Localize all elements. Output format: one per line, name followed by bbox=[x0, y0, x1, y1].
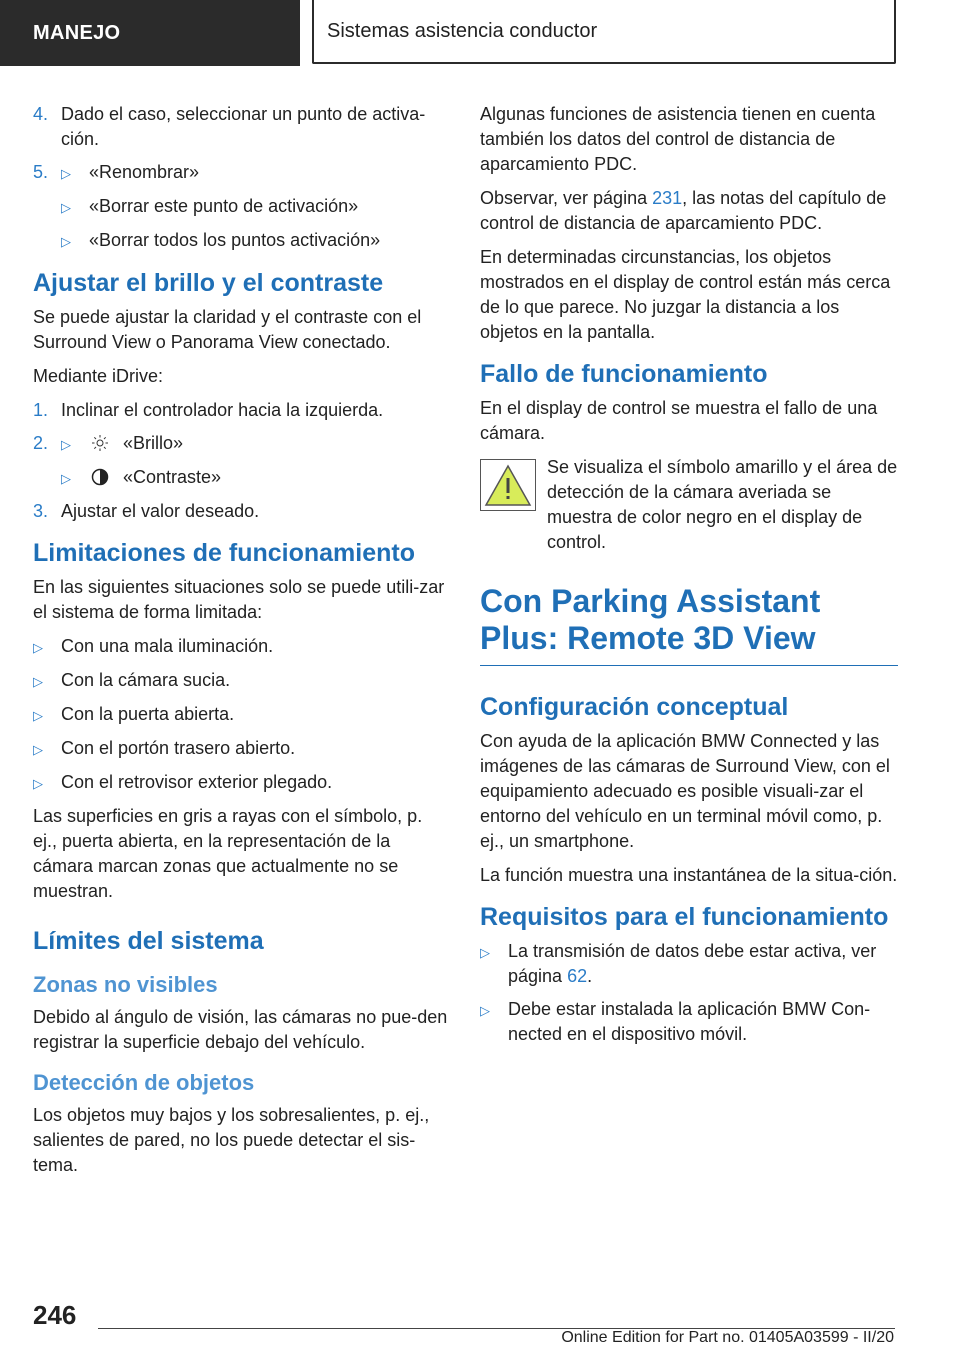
page-link[interactable]: 231 bbox=[652, 188, 683, 208]
triangle-bullet-icon: ▷ bbox=[33, 674, 43, 689]
list-item bbox=[480, 939, 898, 989]
heading-requisitos: Requisitos para el funcionamiento bbox=[480, 903, 889, 931]
paragraph: En determinadas circunstancias, los objetos mostrados en el display de control están más cerca de lo que parece. No juzgar la distancia a los objetos en la pantalla. bbox=[480, 247, 891, 342]
header-section-tab bbox=[0, 0, 300, 66]
triangle-bullet-icon: ▷ bbox=[33, 640, 43, 655]
right-column bbox=[480, 102, 898, 1055]
sub-item bbox=[61, 228, 451, 254]
list-item-text: Con la cámara sucia. bbox=[61, 670, 231, 690]
step-number: 2. bbox=[33, 433, 49, 453]
heading-remote-3d: Con Parking Assistant Plus: Remote 3D View bbox=[480, 583, 898, 666]
sub-item-text: «Borrar todos los puntos activación» bbox=[89, 230, 381, 250]
text-span: Observar, ver página bbox=[480, 188, 653, 208]
heading-brillo: Ajustar el brillo y el contraste bbox=[33, 269, 384, 297]
page-link[interactable]: 62 bbox=[567, 966, 588, 986]
left-column bbox=[33, 102, 451, 1187]
paragraph: En el display de control se muestra el fallo de una cámara. bbox=[480, 398, 878, 443]
heading-deteccion: Detección de objetos bbox=[33, 1070, 255, 1095]
contrast-icon bbox=[89, 468, 111, 486]
heading-configuracion: Configuración conceptual bbox=[480, 693, 789, 721]
heading-limitaciones: Limitaciones de funcionamiento bbox=[33, 539, 415, 567]
list-item bbox=[33, 702, 451, 728]
step-text: Dado el caso, seleccionar un punto de activa-ción. bbox=[61, 104, 426, 149]
step-number: 4. bbox=[33, 104, 49, 124]
page-number: 246 bbox=[33, 1300, 77, 1330]
paragraph: En las siguientes situaciones solo se puede utili-zar el sistema de forma limitada: bbox=[33, 577, 445, 622]
step-text: Inclinar el controlador hacia la izquierda. bbox=[61, 400, 384, 420]
step-number: 3. bbox=[33, 501, 49, 521]
step-item bbox=[33, 499, 451, 524]
triangle-bullet-icon: ▷ bbox=[61, 200, 71, 215]
heading-fallo: Fallo de funcionamiento bbox=[480, 360, 768, 388]
paragraph bbox=[480, 186, 898, 236]
paragraph: Mediante iDrive: bbox=[33, 366, 164, 386]
header-section-title: MANEJO bbox=[33, 21, 121, 44]
triangle-bullet-icon: ▷ bbox=[480, 945, 490, 960]
list-item bbox=[33, 770, 451, 796]
step-item bbox=[33, 102, 451, 152]
warning-block bbox=[480, 455, 898, 555]
list-item bbox=[480, 997, 898, 1047]
header-chapter-tab bbox=[312, 0, 896, 64]
triangle-bullet-icon: ▷ bbox=[61, 234, 71, 249]
step-text: Ajustar el valor deseado. bbox=[61, 501, 260, 521]
text-span: La transmisión de datos debe estar activa, ver página bbox=[508, 941, 877, 986]
sub-item-text: «Borrar este punto de activación» bbox=[89, 196, 359, 216]
paragraph: Algunas funciones de asistencia tienen en cuenta también los datos del control de distancia de aparcamiento PDC. bbox=[480, 104, 876, 174]
warning-text: Se visualiza el símbolo amarillo y el área de detección de la cámara averiada se muestra de color negro en el display de control. bbox=[547, 457, 898, 552]
list-item-text: Con una mala iluminación. bbox=[61, 636, 274, 656]
triangle-bullet-icon: ▷ bbox=[33, 742, 43, 757]
step-number: 1. bbox=[33, 400, 49, 420]
list-item-text: Con el retrovisor exterior plegado. bbox=[61, 772, 333, 792]
paragraph: La función muestra una instantánea de la situa-ción. bbox=[480, 865, 898, 885]
triangle-bullet-icon: ▷ bbox=[33, 776, 43, 791]
triangle-bullet-icon: ▷ bbox=[61, 437, 71, 452]
contraste-label: «Contraste» bbox=[123, 467, 222, 487]
paragraph: Las superficies en gris a rayas con el símbolo, p. ej., puerta abierta, en la representación de la cámara marcan zonas que actualmente no se muestran. bbox=[33, 806, 423, 901]
list-item bbox=[33, 634, 451, 660]
header-chapter-title: Sistemas asistencia conductor bbox=[327, 19, 598, 42]
text-span: . bbox=[587, 966, 593, 986]
step-item bbox=[33, 398, 451, 423]
paragraph: Se puede ajustar la claridad y el contraste con el Surround View o Panorama View conectado. bbox=[33, 307, 422, 352]
paragraph: Los objetos muy bajos y los sobresalientes, p. ej., salientes de pared, no los puede detectar el sis-tema. bbox=[33, 1105, 430, 1175]
list-item-text: Con el portón trasero abierto. bbox=[61, 738, 296, 758]
brightness-icon bbox=[89, 434, 111, 452]
step-number: 5. bbox=[33, 162, 49, 182]
footer-edition: Online Edition for Part no. 01405A03599 - II/20 bbox=[561, 1329, 894, 1346]
paragraph: Debido al ángulo de visión, las cámaras no pue-den registrar la superficie debajo del vehículo. bbox=[33, 1007, 448, 1052]
step-text: «Renombrar» bbox=[89, 162, 200, 182]
sub-item bbox=[61, 465, 451, 491]
triangle-bullet-icon: ▷ bbox=[61, 471, 71, 486]
list-item bbox=[33, 668, 451, 694]
warning-triangle-icon bbox=[480, 459, 536, 511]
step-item bbox=[33, 160, 451, 186]
list-item-text: Debe estar instalada la aplicación BMW Con-nected en el dispositivo móvil. bbox=[508, 999, 871, 1044]
list-item bbox=[33, 736, 451, 762]
triangle-bullet-icon: ▷ bbox=[480, 1003, 490, 1018]
brillo-label: «Brillo» bbox=[123, 433, 184, 453]
triangle-bullet-icon: ▷ bbox=[61, 166, 71, 181]
heading-limites: Límites del sistema bbox=[33, 927, 264, 955]
paragraph: Con ayuda de la aplicación BMW Connected y las imágenes de las cámaras de Surround View, con el equipamiento adecuado es posible visuali-zar el entorno del vehículo en un terminal móvil como, p. ej., un smartphone. bbox=[480, 731, 890, 851]
list-item-text: Con la puerta abierta. bbox=[61, 704, 235, 724]
text-span: , las notas del capítulo de control de distancia de aparcamiento PDC. bbox=[480, 188, 887, 233]
heading-zonas: Zonas no visibles bbox=[33, 972, 218, 997]
sub-item bbox=[61, 194, 451, 220]
step-item bbox=[33, 431, 451, 457]
triangle-bullet-icon: ▷ bbox=[33, 708, 43, 723]
